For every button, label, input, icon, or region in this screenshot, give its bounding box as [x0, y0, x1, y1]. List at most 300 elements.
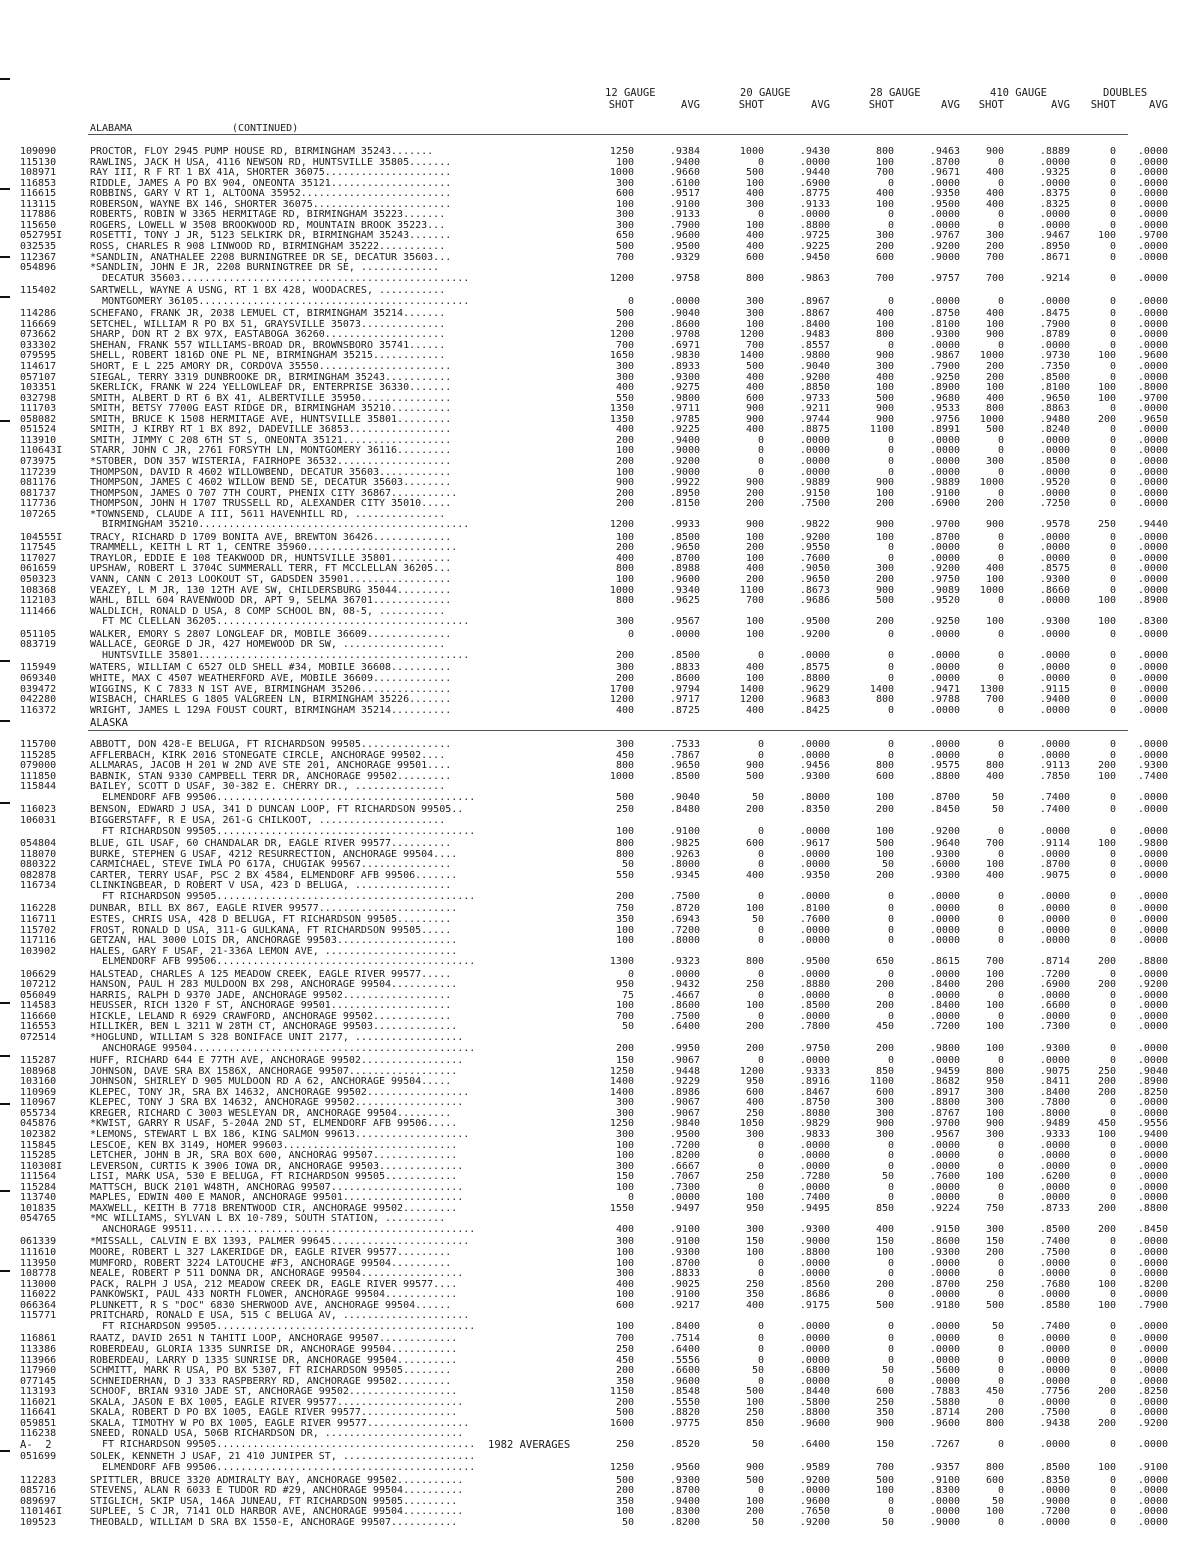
shot-count: 50 [881, 859, 894, 871]
average-value: .9600 [669, 230, 700, 242]
shot-count: 100 [615, 156, 634, 168]
member-id: 110643I [20, 445, 63, 457]
average-value: .9229 [669, 1076, 700, 1088]
shot-count: 100 [985, 318, 1004, 330]
shot-count: 0 [1109, 487, 1116, 499]
average-value: .9114 [1039, 838, 1070, 850]
shot-count: 0 [1109, 1171, 1116, 1183]
average-value: .0000 [1137, 156, 1168, 168]
average-value: .9717 [669, 694, 700, 706]
average-value: .9333 [1039, 1128, 1070, 1140]
member-id: 108968 [20, 1065, 57, 1077]
average-value: .0000 [1039, 1375, 1070, 1387]
average-value: .0000 [1137, 188, 1168, 200]
avg-header: AVG [1149, 99, 1168, 111]
shot-count: 0 [1109, 924, 1116, 936]
shot-count: 800 [985, 1417, 1004, 1429]
member-name-address: *KWIST, GARRY R USAF, 5-204A 2ND ST, ELMENDORF AFB 99506..... [90, 1118, 458, 1130]
average-value: .8500 [799, 1000, 830, 1012]
shot-count: 200 [615, 498, 634, 510]
shot-count: 0 [997, 156, 1004, 168]
shot-count: 0 [887, 749, 894, 761]
average-value: .0000 [1039, 1139, 1070, 1151]
shot-count: 200 [1097, 413, 1116, 425]
shot-count: 800 [745, 956, 764, 968]
average-value: .0000 [1137, 749, 1168, 761]
average-value: .9100 [929, 487, 960, 499]
shot-count: 0 [997, 749, 1004, 761]
shot-count: 0 [1109, 318, 1116, 330]
shot-count: 400 [615, 424, 634, 436]
average-value: .9333 [799, 1065, 830, 1077]
member-id: 061339 [20, 1236, 57, 1248]
average-value: .0000 [799, 1320, 830, 1332]
average-value: .0000 [1137, 240, 1168, 252]
shot-count: 0 [997, 1139, 1004, 1151]
shot-count: 200 [1097, 1417, 1116, 1429]
shot-count: 0 [997, 445, 1004, 457]
shot-count: 300 [615, 1097, 634, 1109]
member-name-address: ELMENDORF AFB 99506........................................... [90, 791, 476, 803]
average-value: .9680 [929, 392, 960, 404]
average-value: .9725 [799, 230, 830, 242]
shot-count: 300 [875, 1097, 894, 1109]
average-value: .8833 [669, 1268, 700, 1280]
shot-count: 300 [985, 1097, 1004, 1109]
average-value: .9350 [799, 869, 830, 881]
shot-count: 500 [985, 424, 1004, 436]
shot-count: 1200 [609, 272, 634, 284]
member-id: 116228 [20, 903, 57, 915]
average-value: .9700 [929, 1118, 960, 1130]
average-value: .9671 [929, 167, 960, 179]
member-id: 114286 [20, 308, 57, 320]
shot-count: 0 [997, 1181, 1004, 1193]
shot-count: 200 [745, 487, 764, 499]
average-value: .0000 [929, 903, 960, 915]
shot-count: 0 [627, 295, 634, 307]
shot-count: 750 [615, 903, 634, 915]
average-value: .0000 [1137, 683, 1168, 695]
shot-count: 100 [985, 1042, 1004, 1054]
average-value: .7400 [1039, 791, 1070, 803]
average-value: .5880 [929, 1396, 960, 1408]
average-value: .8440 [799, 1386, 830, 1398]
shot-count: 500 [745, 361, 764, 372]
average-value: .0000 [1137, 498, 1168, 510]
shot-count: 0 [1109, 848, 1116, 860]
member-name-address: WATERS, WILLIAM C 6527 OLD SHELL #34, MOBILE 36608.......... [90, 662, 452, 674]
member-id: 117027 [20, 552, 57, 564]
shot-count: 0 [1109, 552, 1116, 564]
member-name-address: HUFF, RICHARD 644 E 77TH AVE, ANCHORAGE 99502................. [90, 1055, 464, 1067]
shot-count: 0 [757, 1010, 764, 1022]
shot-count: 300 [985, 230, 1004, 242]
average-value: .0000 [1039, 1343, 1070, 1355]
average-value: .0000 [929, 662, 960, 674]
shot-count: 300 [875, 563, 894, 575]
member-name-address: *MC WILLIAMS, SYLVAN L BX 10-789, SOUTH STATION, .......... [90, 1213, 446, 1225]
shot-count: 1600 [609, 1417, 634, 1429]
average-value: .9830 [669, 350, 700, 362]
shot-count: 1150 [609, 1386, 634, 1398]
average-value: .9600 [799, 1417, 830, 1429]
shot-count: 400 [875, 188, 894, 200]
shot-count: 0 [627, 628, 634, 640]
shot-count: 0 [1109, 1257, 1116, 1269]
shot-count: 0 [997, 434, 1004, 446]
average-value: .0000 [1039, 1010, 1070, 1022]
average-value: .8200 [669, 1150, 700, 1162]
average-value: .0000 [929, 672, 960, 684]
shot-count: 100 [745, 903, 764, 915]
shot-count: 600 [875, 1386, 894, 1398]
average-value: .9867 [929, 350, 960, 362]
average-value: .0000 [1137, 1247, 1168, 1258]
average-value: .9325 [1039, 167, 1070, 179]
shot-count: 1400 [609, 1086, 634, 1098]
average-value: .9750 [799, 1042, 830, 1054]
average-value: .7350 [1039, 361, 1070, 372]
shot-count: 0 [887, 1495, 894, 1507]
average-value: .0000 [929, 649, 960, 661]
shot-count: 0 [757, 968, 764, 980]
shot-count: 0 [997, 531, 1004, 543]
shot-count: 100 [1097, 392, 1116, 404]
member-name-address: ELMENDORF AFB 99506........................................... [90, 1462, 476, 1473]
shot-count: 0 [1109, 272, 1116, 284]
average-value: .6600 [1039, 1000, 1070, 1012]
shot-count: 200 [875, 1278, 894, 1290]
member-id: 045876 [20, 1118, 57, 1130]
average-value: .9686 [799, 595, 830, 607]
shot-count: 0 [887, 704, 894, 716]
shot-count: 0 [757, 1375, 764, 1387]
average-value: .8863 [1039, 403, 1070, 415]
shot-count: 0 [757, 749, 764, 761]
shot-count: 0 [1109, 308, 1116, 320]
member-id: 085716 [20, 1485, 57, 1497]
shot-count: 600 [615, 1299, 634, 1311]
average-value: .0000 [799, 1181, 830, 1193]
average-value: .0000 [1137, 552, 1168, 564]
member-id: 066364 [20, 1299, 57, 1311]
shot-count: 0 [1109, 1055, 1116, 1067]
average-value: .9180 [929, 1299, 960, 1311]
average-value: .0000 [1039, 903, 1070, 915]
shot-count: 0 [757, 739, 764, 751]
member-id: 057107 [20, 371, 57, 383]
average-value: .0000 [1039, 1055, 1070, 1067]
shot-count: 400 [985, 563, 1004, 575]
shot-count: 800 [985, 1462, 1004, 1473]
average-value: .9200 [799, 1474, 830, 1486]
shot-count: 700 [985, 838, 1004, 850]
average-value: .9889 [799, 477, 830, 489]
shot-count: 0 [1109, 361, 1116, 372]
average-value: .0000 [799, 1160, 830, 1172]
shot-count: 0 [757, 1354, 764, 1366]
average-value: .9840 [669, 1118, 700, 1130]
average-value: .8682 [929, 1076, 960, 1088]
shot-count: 400 [745, 662, 764, 674]
average-value: .0000 [1137, 477, 1168, 489]
average-value: .0000 [799, 739, 830, 751]
average-value: .0000 [929, 1289, 960, 1301]
member-id: 113386 [20, 1343, 57, 1355]
average-value: .8100 [799, 903, 830, 915]
member-id: 115284 [20, 1181, 57, 1193]
shot-count: 0 [1109, 1396, 1116, 1408]
shot-count: 500 [875, 392, 894, 404]
average-value: .8725 [669, 704, 700, 716]
average-value: .0000 [929, 1257, 960, 1269]
shot-count: 900 [875, 584, 894, 596]
average-value: .9800 [799, 350, 830, 362]
shot-count: 100 [615, 935, 634, 947]
average-value: .8450 [929, 804, 960, 816]
member-name-address: *LEMONS, STEWART L BX 186, KING SALMON 99613................... [90, 1128, 470, 1140]
average-value: .0000 [929, 295, 960, 307]
shot-count: 0 [997, 1268, 1004, 1280]
shot-count: 100 [1097, 1299, 1116, 1311]
average-value: .9500 [799, 616, 830, 628]
shot-count: 0 [1109, 869, 1116, 881]
average-value: .0000 [1039, 913, 1070, 925]
average-value: .0000 [929, 552, 960, 564]
member-id: 109090 [20, 146, 57, 157]
shot-count: 0 [997, 219, 1004, 231]
shot-count: 200 [875, 1042, 894, 1054]
average-value: .0000 [1039, 628, 1070, 640]
average-value: .0000 [929, 177, 960, 189]
shot-count: 700 [615, 1010, 634, 1022]
average-value: .9067 [669, 1055, 700, 1067]
shot-count: 0 [887, 1333, 894, 1345]
average-value: .9683 [799, 694, 830, 706]
shot-count: 0 [997, 662, 1004, 674]
shot-count: 0 [1109, 531, 1116, 543]
average-value: .0000 [1137, 1150, 1168, 1162]
average-value: .0000 [1137, 272, 1168, 284]
average-value: .8775 [799, 188, 830, 200]
average-value: .0000 [1137, 1495, 1168, 1507]
average-value: .7600 [929, 1171, 960, 1183]
shot-count: 0 [1109, 1495, 1116, 1507]
average-value: .7400 [1039, 1236, 1070, 1248]
shot-count: 0 [1109, 989, 1116, 1001]
average-value: .8080 [799, 1107, 830, 1119]
shot-count: 1000 [979, 350, 1004, 362]
average-value: .9150 [799, 487, 830, 499]
average-value: .9456 [799, 760, 830, 772]
member-name-address: SMITH, J KIRBY RT 1 BX 892, DADEVILLE 36853................. [90, 424, 452, 436]
member-name-address: WALKER, EMORY S 2807 LONGLEAF DR, MOBILE 36609.............. [90, 628, 452, 640]
member-id: 115700 [20, 739, 57, 751]
average-value: .9200 [669, 455, 700, 467]
member-id: 080322 [20, 859, 57, 871]
average-value: .8789 [1039, 329, 1070, 341]
average-value: .9225 [799, 240, 830, 252]
member-name-address: SUPLEE, S C JR, 7141 OLD HARBOR AVE, ANCHORAGE 99504.......... [90, 1506, 464, 1518]
average-value: .0000 [929, 1160, 960, 1172]
average-value: .8575 [799, 662, 830, 674]
average-value: .0000 [1039, 1181, 1070, 1193]
shot-count: 200 [875, 240, 894, 252]
average-value: .9200 [799, 628, 830, 640]
average-value: .0000 [1039, 466, 1070, 478]
member-name-address: BIRMINGHAM 35210............................................. [90, 519, 470, 531]
shot-count: 100 [985, 1107, 1004, 1119]
average-value: .9300 [1039, 616, 1070, 628]
shot-count: 100 [1097, 838, 1116, 850]
shot-count: 0 [997, 487, 1004, 499]
shot-count: 400 [985, 770, 1004, 782]
shot-count: 0 [997, 890, 1004, 902]
margin-mark [0, 420, 10, 422]
average-value: .7267 [929, 1438, 960, 1450]
member-name-address: LETCHER, JOHN B JR, SRA BOX 600, ANCHORAG 99507.............. [90, 1150, 458, 1162]
shot-count: 100 [615, 574, 634, 585]
shot-count: 0 [997, 848, 1004, 860]
average-value: .5556 [669, 1354, 700, 1366]
member-name-address: BIGGERSTAFF, R E USA, 261-G CHILKOOT, ..................... [90, 815, 446, 826]
shot-count: 300 [615, 219, 634, 231]
average-value: .9250 [929, 616, 960, 628]
average-value: .7500 [1039, 1247, 1070, 1258]
shot-count: 900 [745, 519, 764, 531]
shot-count: 0 [757, 455, 764, 467]
shot-count: 150 [875, 1236, 894, 1248]
member-name-address: *HOGLUND, WILLIAM S 328 BONIFACE UNIT 2177, .................. [90, 1032, 464, 1043]
shot-count: 500 [875, 838, 894, 850]
shot-count: 0 [1109, 890, 1116, 902]
member-id: 115949 [20, 662, 57, 674]
shot-count: 100 [875, 1485, 894, 1497]
shot-count: 200 [615, 890, 634, 902]
average-value: .8475 [1039, 308, 1070, 320]
shot-count: 300 [615, 1236, 634, 1248]
average-value: .0000 [1137, 1192, 1168, 1204]
shot-count: 50 [751, 1438, 764, 1450]
member-id: 058082 [20, 413, 57, 425]
average-value: .0000 [1137, 1320, 1168, 1332]
average-value: .8700 [669, 1485, 700, 1497]
average-value: .0000 [929, 542, 960, 554]
average-value: .8933 [669, 361, 700, 372]
average-value: .0000 [1039, 1333, 1070, 1345]
average-value: .9785 [669, 413, 700, 425]
average-value: .0000 [929, 1010, 960, 1022]
average-value: .7800 [1039, 1097, 1070, 1109]
average-value: .7200 [669, 924, 700, 936]
shot-count: 1000 [739, 146, 764, 157]
shot-count: 100 [1097, 1128, 1116, 1140]
shot-count: 400 [745, 869, 764, 881]
average-value: .9730 [1039, 350, 1070, 362]
average-value: .0000 [1137, 859, 1168, 871]
shot-count: 0 [1109, 1375, 1116, 1387]
shot-count: 1650 [609, 350, 634, 362]
shot-count: 0 [887, 455, 894, 467]
average-value: .0000 [1137, 694, 1168, 706]
shot-count: 0 [757, 649, 764, 661]
shot-count: 700 [875, 272, 894, 284]
shot-count: 0 [997, 989, 1004, 1001]
shot-count: 0 [627, 1192, 634, 1204]
average-value: .0000 [1137, 825, 1168, 837]
member-name-address: SKALA, ROBERT D PO BX 1005, EAGLE RIVER 99577................ [90, 1407, 458, 1419]
shot-count: 100 [745, 1247, 764, 1258]
average-value: .0000 [1137, 1333, 1168, 1345]
shot-count: 1350 [609, 403, 634, 415]
average-value: .9040 [1137, 1065, 1168, 1077]
shot-count: 0 [887, 1268, 894, 1280]
member-id: 116615 [20, 188, 57, 200]
average-value: .9517 [669, 188, 700, 200]
member-name-address: LESCOE, KEN BX 3149, HOMER 99603............................. [90, 1139, 458, 1151]
shot-count: 350 [615, 1375, 634, 1387]
member-name-address: NEALE, ROBERT P 511 DONNA DR, ANCHORAGE 99504................. [90, 1268, 464, 1280]
shot-count: 900 [875, 403, 894, 415]
member-name-address: HALSTEAD, CHARLES A 125 MEADOW CREEK, EAGLE RIVER 99577..... [90, 968, 452, 980]
shot-count: 600 [985, 1474, 1004, 1486]
shot-count: 350 [615, 913, 634, 925]
margin-mark [0, 296, 10, 298]
average-value: .5600 [929, 1365, 960, 1377]
average-value: .9550 [799, 542, 830, 554]
shot-count: 800 [615, 838, 634, 850]
shot-count: 250 [985, 1278, 1004, 1290]
shot-count: 1100 [869, 1076, 894, 1088]
average-value: .9500 [669, 240, 700, 252]
shot-count: 700 [985, 956, 1004, 968]
shot-count: 200 [875, 1000, 894, 1012]
shot-count: 850 [875, 1202, 894, 1214]
member-name-address: THOMPSON, JOHN H 1707 TRUSSELL RD, ALEXANDER CITY 35010..... [90, 498, 452, 510]
shot-count: 100 [745, 1000, 764, 1012]
shot-count: 0 [1109, 339, 1116, 351]
shot-count: 300 [615, 177, 634, 189]
shot-count: 50 [751, 791, 764, 803]
shot-count: 300 [615, 739, 634, 751]
average-value: .8500 [1039, 371, 1070, 383]
average-value: .0000 [929, 434, 960, 446]
shot-count: 0 [887, 935, 894, 947]
average-value: .0000 [1039, 445, 1070, 457]
average-value: .6200 [1039, 1171, 1070, 1183]
shot-count: 300 [615, 371, 634, 383]
average-value: .0000 [1137, 1181, 1168, 1193]
shot-count: 0 [1109, 1042, 1116, 1054]
average-value: .8300 [669, 1506, 700, 1518]
average-value: .9750 [929, 574, 960, 585]
shot-count: 0 [997, 1150, 1004, 1162]
average-value: .9075 [1039, 869, 1070, 881]
average-value: .0000 [929, 455, 960, 467]
average-value: .0000 [929, 968, 960, 980]
shot-count: 800 [745, 272, 764, 284]
average-value: .5550 [669, 1396, 700, 1408]
shot-count: 100 [875, 156, 894, 168]
shot-count: 900 [985, 146, 1004, 157]
shot-count: 0 [1109, 739, 1116, 751]
shot-count: 200 [985, 979, 1004, 991]
average-value: .8100 [929, 318, 960, 330]
average-value: .8967 [799, 295, 830, 307]
average-value: .9567 [669, 616, 700, 628]
average-value: .0000 [1137, 251, 1168, 263]
